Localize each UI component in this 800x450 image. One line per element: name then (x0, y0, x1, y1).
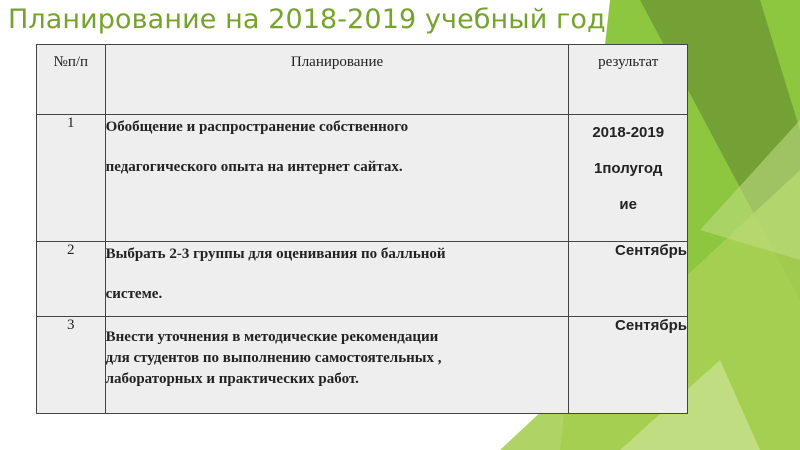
result-line: Сентябрь (615, 242, 687, 259)
row-number: 3 (37, 317, 106, 414)
row-result (569, 317, 688, 414)
planning-line: Обобщение и распространение собственного (105, 119, 409, 135)
table-header-row (37, 45, 688, 115)
result-line: Сентябрь (615, 317, 687, 334)
header-planning: Планирование (105, 45, 569, 115)
row-planning (105, 317, 569, 414)
planning-line: Выбрать 2-3 группы для оценивания по балльной (105, 246, 446, 262)
result-line: 2018-2019 (592, 124, 665, 141)
planning-line: Внести уточнения в методические рекомендации (105, 329, 439, 345)
row-number: 2 (37, 242, 106, 317)
planning-line: педагогического опыта на интернет сайтах. (105, 159, 403, 175)
planning-line: системе. (105, 286, 163, 302)
slide-title: Планирование на 2018-2019 учебный год (8, 4, 606, 35)
row-number: 1 (37, 115, 106, 242)
row-planning (105, 242, 569, 317)
planning-table (36, 44, 688, 414)
result-line: 1полугод (594, 160, 663, 177)
row-result (569, 115, 688, 242)
row-planning (105, 115, 569, 242)
table-row (37, 242, 688, 317)
table-row (37, 317, 688, 414)
table-row (37, 115, 688, 242)
result-line: ие (619, 196, 637, 213)
planning-line: для студентов по выполнению самостоятельных , (105, 350, 442, 366)
header-number: №п/п (37, 45, 106, 115)
row-result (569, 242, 688, 317)
header-result: результат (569, 45, 688, 115)
planning-line: лабораторных и практических работ. (105, 371, 359, 387)
